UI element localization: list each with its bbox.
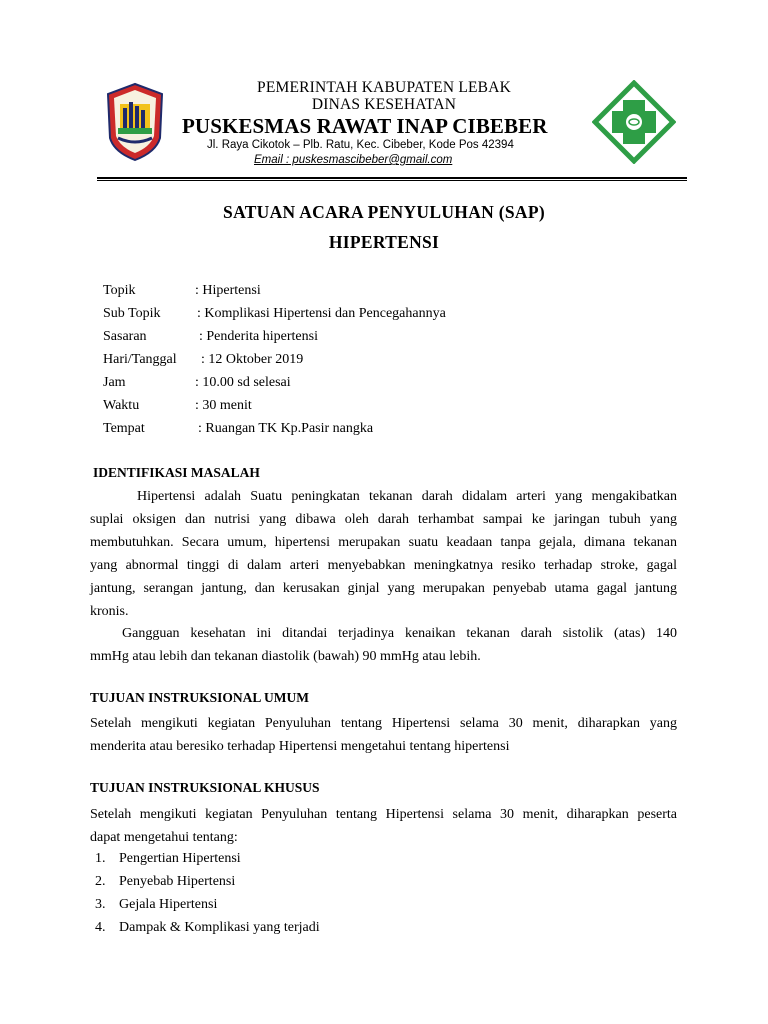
section-heading-tujuan-umum: TUJUAN INSTRUKSIONAL UMUM: [90, 690, 310, 705]
info-label: Sasaran: [103, 329, 147, 344]
document-title: SATUAN ACARA PENYULUHAN (SAP): [223, 202, 545, 222]
section-heading-identifikasi: IDENTIFIKASI MASALAH: [93, 465, 260, 480]
identifikasi-paragraph-2: [90, 622, 677, 668]
section-heading-tujuan-khusus: TUJUAN INSTRUKSIONAL KHUSUS: [90, 780, 320, 795]
letterhead-department: DINAS KESEHATAN: [311, 96, 457, 113]
paragraph-line: suplai oksigen dan nutrisi yang dibawa oleh darah terhambat sampai ke jaringan tubuh yang: [90, 512, 677, 527]
letterhead-government: PEMERINTAH KABUPATEN LEBAK: [257, 79, 511, 96]
letterhead-divider: [97, 177, 687, 179]
info-label: Jam: [103, 375, 126, 390]
paragraph-line: Hipertensi adalah Suatu peningkatan tekanan darah didalam arteri yang mengakibatkan: [137, 489, 677, 504]
paragraph-line: Gangguan kesehatan ini ditandai terjadinya kenaikan tekanan darah sistolik (atas) 140: [122, 626, 677, 641]
info-label: Topik: [103, 283, 136, 298]
letterhead-divider-thin: [97, 180, 687, 181]
info-value: : Komplikasi Hipertensi dan Pencegahannya: [197, 306, 446, 321]
info-value: : Penderita hipertensi: [199, 329, 318, 344]
info-value: : 30 menit: [195, 398, 252, 413]
document-subtitle: HIPERTENSI: [328, 232, 440, 252]
paragraph-line: kronis.: [90, 604, 129, 619]
info-label: Tempat: [103, 421, 145, 436]
info-value: : Ruangan TK Kp.Pasir nangka: [198, 421, 374, 436]
list-text: Dampak & Komplikasi yang terjadi: [119, 920, 320, 935]
paragraph-line: mmHg atau lebih dan tekanan diastolik (bawah) 90 mmHg atau lebih.: [90, 649, 481, 664]
info-label: Sub Topik: [103, 306, 161, 321]
info-value: : 10.00 sd selesai: [195, 375, 291, 390]
paragraph-line: Setelah mengikuti kegiatan Penyuluhan tentang Hipertensi selama 30 menit, diharapkan peserta: [90, 807, 677, 822]
paragraph-line: Setelah mengikuti kegiatan Penyuluhan tentang Hipertensi selama 30 menit, diharapkan yang: [90, 716, 677, 731]
letterhead-email[interactable]: Email : puskesmascibeber@gmail.com: [254, 154, 453, 166]
paragraph-line: dapat mengetahui tentang:: [90, 830, 238, 845]
list-text: Pengertian Hipertensi: [119, 851, 241, 866]
info-value: : 12 Oktober 2019: [201, 352, 304, 367]
info-label: Hari/Tanggal: [103, 352, 177, 367]
paragraph-line: membutuhkan. Secara umum, hipertensi merupakan suatu keadaan tanpa gejala, dimana tekanan: [90, 535, 677, 550]
list-number: 1.: [95, 851, 106, 866]
list-number: 4.: [95, 920, 106, 935]
paragraph-line: yang abnormal tinggi di dalam arteri menyebabkan meningkatnya resiko terhadap stroke, gagal: [90, 558, 677, 573]
letterhead-address: Jl. Raya Cikotok – Plb. Ratu, Kec. Cibeber, Kode Pos 42394: [207, 139, 514, 151]
info-label: Waktu: [103, 398, 140, 413]
info-value: : Hipertensi: [195, 283, 261, 298]
list-number: 2.: [95, 874, 106, 889]
tujuan-umum-paragraph: [90, 712, 677, 758]
list-number: 3.: [95, 897, 106, 912]
puskesmas-logo: [592, 80, 676, 164]
paragraph-line: jantung, serangan jantung, dan kerusakan ginjal yang merupakan penyebab utama gagal jantung: [90, 581, 677, 596]
tujuan-khusus-paragraph: [90, 803, 677, 849]
list-text: Gejala Hipertensi: [119, 897, 218, 912]
identifikasi-paragraph-1: [90, 485, 677, 623]
list-text: Penyebab Hipertensi: [119, 874, 236, 889]
paragraph-line: menderita atau beresiko terhadap Hipertensi mengetahui tentang hipertensi: [90, 739, 510, 754]
letterhead-institution: PUSKESMAS RAWAT INAP CIBEBER: [182, 114, 548, 138]
